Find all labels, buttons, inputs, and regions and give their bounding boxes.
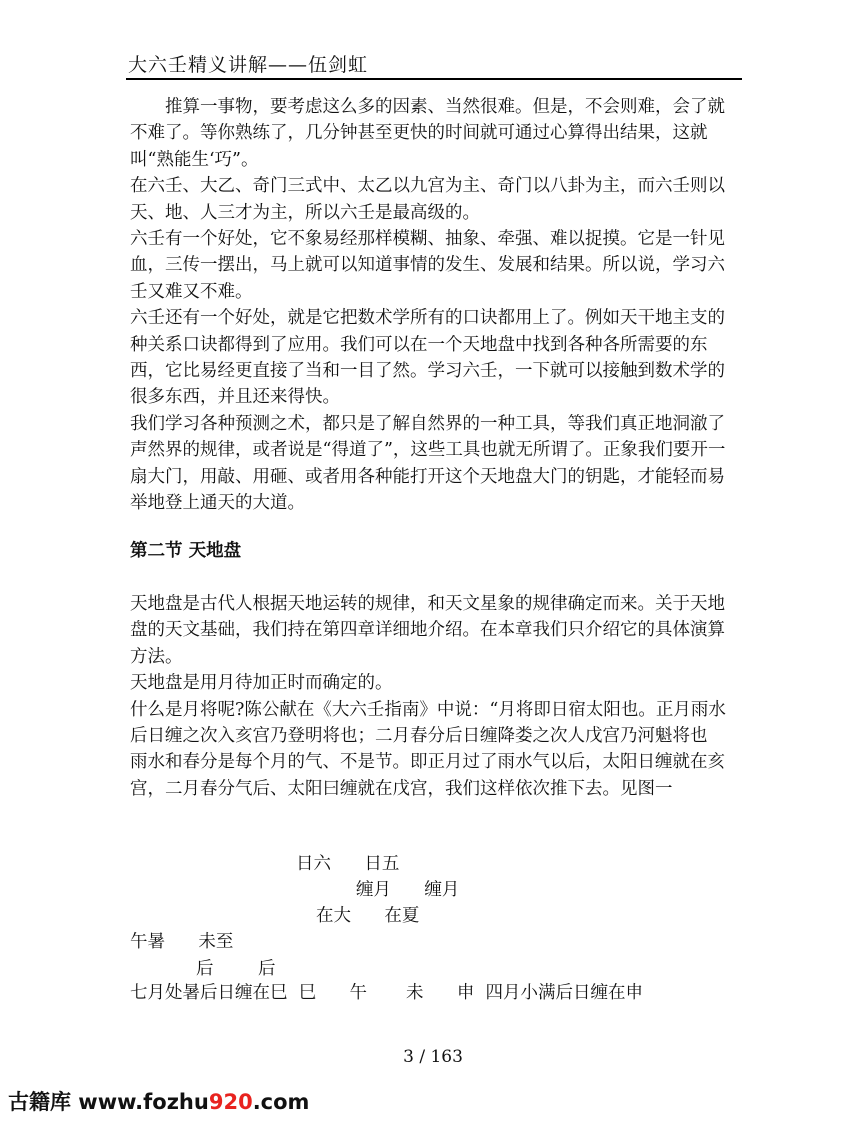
paragraph: 什么是月将呢?陈公献在《大六壬指南》中说：“月将即日宿太阳也。正月雨水后日缠之次入亥宫乃登明将也；二月春分后日缠降娄之次人戊宫乃河魁将也 (130, 699, 726, 746)
paragraph: 天地盘是古代人根据天地运转的规律，和天文星象的规律确定而来。关于天地盘的天文基础，我们持在第四章详细地介绍。在本章我们只介绍它的具体演算方法。 (130, 593, 725, 667)
diagram-row: 缠月 缠月 (356, 880, 460, 900)
diagram-row: 后 后 (196, 959, 276, 979)
paragraph: 在六壬、大乙、奇门三式中、太乙以九宫为主、奇门以八卦为主，而六壬则以天、地、人三才为主，所以六壬是最高级的。 (130, 176, 725, 223)
diagram-row: 午暑 未至 (130, 932, 234, 952)
paragraph: 我们学习各种预测之术，都只是了解自然界的一种工具，等我们真正地洞澈了声然界的规律，或者说是“得道了”，这些工具也就无所谓了。正象我们要开一扇大门，用敲、用砸、或者用各种能打开这个天地盘大门的钥匙，才能轻而易举地登上通天的大道。 (130, 413, 726, 514)
site-watermark (8, 1086, 309, 1116)
header-divider (126, 78, 742, 80)
page-number: 3 / 163 (403, 1047, 463, 1067)
paragraph: 六壬有一个好处，它不象易经那样模糊、抽象、牵强、难以捉摸。它是一针见血，三传一摆出，马上就可以知道事情的发生、发展和结果。所以说，学习六壬又难又不难。 (130, 229, 725, 302)
diagram-row: 在大 在夏 (316, 906, 420, 926)
paragraph: 雨水和春分是每个月的气、不是节。即正月过了雨水气以后，太阳日缠就在亥宫，二月春分气后、太阳曰缠就在戊宫，我们这样依次推下去。见图一 (130, 752, 725, 799)
diagram-row: 日六 日五 (296, 854, 400, 874)
page-header-title: 大六壬精义讲解——伍剑虹 (128, 54, 369, 76)
watermark-accent: 920 (208, 1090, 253, 1114)
watermark-suffix: .com (252, 1090, 310, 1114)
document-body (130, 94, 742, 802)
paragraph: 六壬还有一个好处，就是它把数术学所有的口诀都用上了。例如天干地主支的种关系口诀都得到了应用。我们可以在一个天地盘中找到各种各所需要的东西，它比易经更直接了当和一目了然。学习六壬，一下就可以接触到数术学的很多东西，并且还来得快。 (130, 308, 725, 408)
watermark-text: 古籍库 www.fozhu (8, 1090, 209, 1114)
paragraph: 天地盘是用月待加正时而确定的。 (130, 673, 393, 694)
section-title: 第二节 天地盘 (130, 540, 242, 561)
paragraph: 推算一事物，要考虑这么多的因素、当然很难。但是，不会则难，会了就不难了。等你熟练了，几分钟甚至更快的时间就可通过心算得出结果，这就叫“熟能生‘巧”。 (130, 97, 725, 170)
diagram-row: 七月处暑后日缠在巳 巳 午 未 申 四月小满后日缠在申 (130, 983, 643, 1003)
